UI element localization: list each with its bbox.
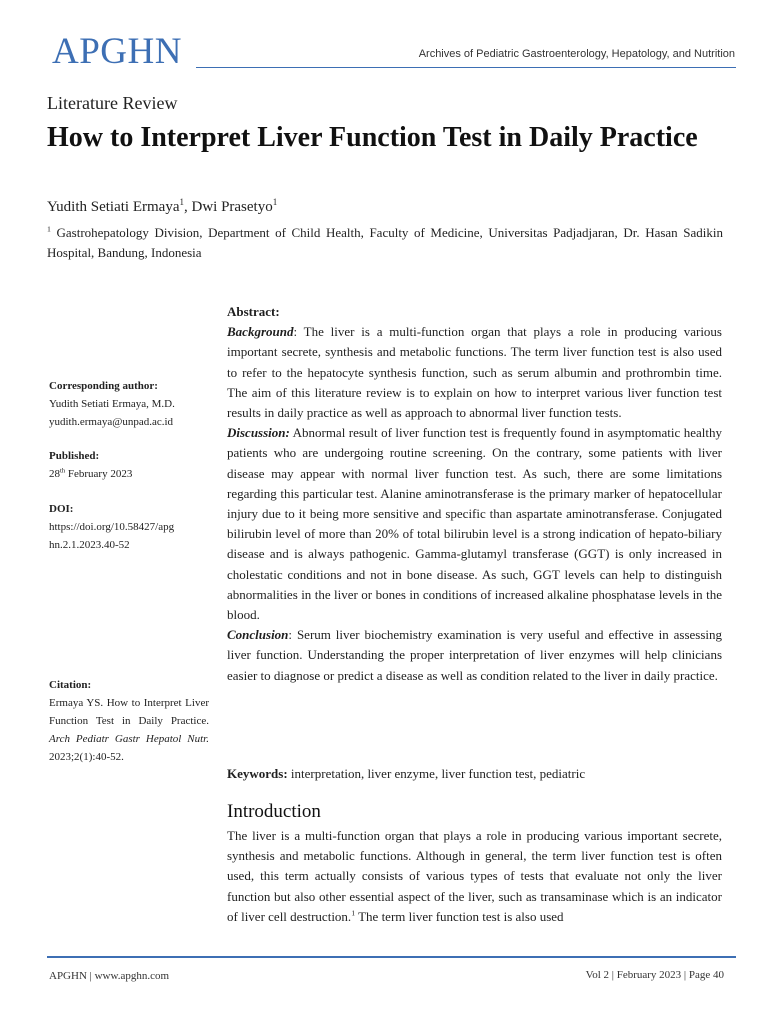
article-type: Literature Review — [47, 93, 178, 113]
abstract-conclusion — [227, 625, 722, 686]
background-text: : The liver is a multi-function organ that plays a role in producing various important secrete, synthesis and metabolic functions. The term liver function test is also used to refer to the hepatocyte synthesis function, such as serum albumin and prothrombin time. The aim of this literature review is to explain on how to interpret various liver function test results in daily practice as well as approach to abnormal liver function tests. — [227, 324, 722, 421]
header-divider — [196, 67, 736, 68]
published-date — [49, 465, 209, 483]
citation-block — [49, 676, 209, 766]
doi-link-line: https://doi.org/10.58427/apg — [49, 521, 175, 533]
citation-authors-title: Ermaya YS. How to Interpret Liver Function Test in Daily Practice. — [49, 697, 209, 727]
abstract-background — [227, 322, 722, 423]
author-separator: , — [183, 199, 192, 215]
citation-volume: 2023;2(1):40-52. — [49, 751, 124, 763]
introduction-text-tail: The term liver function test is also used — [355, 908, 564, 924]
citation-journal: Arch Pediatr Gastr Hepatol Nutr. — [49, 733, 209, 745]
introduction-text: The liver is a multi-function organ that plays a role in producing various important secrete, synthesis and metabolic functions. Although in general, the term liver function test is often used, this term actually consists of various types of tests that evaluate not only the liver function but also other essential aspect of the liver, such as transaminase which is an indicator of liver cell destruction. — [227, 828, 722, 924]
journal-logo: APGHN — [52, 31, 182, 72]
author-list — [47, 199, 277, 216]
abstract-discussion — [227, 423, 722, 625]
background-label: Background — [227, 324, 294, 340]
author-affiliation-marker: 1 — [179, 197, 184, 207]
published-day: 28 — [49, 468, 60, 480]
author-affiliation-marker: 1 — [272, 197, 278, 207]
corresponding-author-label: Corresponding author: — [49, 380, 158, 392]
keywords — [227, 764, 722, 784]
reference-marker: 1 — [351, 908, 356, 918]
doi-label: DOI: — [49, 503, 74, 515]
affiliation-text: Gastrohepatology Division, Department of Child Health, Faculty of Medicine, Universitas Padjadjaran, Dr. Hasan Sadikin Hospital, Bandung, Indonesia — [47, 225, 723, 260]
author-name: Yudith Setiati Ermaya — [47, 199, 180, 215]
affiliation-marker: 1 — [47, 224, 51, 234]
doi-link[interactable] — [49, 518, 209, 554]
conclusion-text: : Serum liver biochemistry examination is very useful and effective in assessing liver function. Understanding the proper interpretation of liver enzymes will help clinicians easier to diagnose or predict a disease as well as condition related to the liver in daily practice. — [227, 627, 722, 683]
published-ordinal: th — [60, 467, 66, 475]
discussion-label: Discussion: — [227, 425, 290, 441]
footer-page-info: Vol 2 | February 2023 | Page 40 — [585, 969, 724, 981]
journal-name: Archives of Pediatric Gastroenterology, Hepatology, and Nutrition — [418, 48, 735, 60]
citation-text — [49, 694, 209, 766]
published-month-year: February 2023 — [65, 468, 133, 480]
doi-block — [49, 500, 209, 554]
citation-label: Citation: — [49, 679, 92, 691]
footer-divider — [47, 956, 736, 958]
introduction-paragraph — [227, 826, 722, 927]
affiliation — [47, 223, 723, 263]
doi-link-line: hn.2.1.2023.40-52 — [49, 539, 130, 551]
article-title: How to Interpret Liver Function Test in Daily Practice — [47, 122, 698, 153]
abstract-heading: Abstract: — [227, 304, 280, 319]
footer-journal-site: APGHN | www.apghn.com — [49, 970, 170, 982]
corresponding-author-email[interactable]: yudith.ermaya@unpad.ac.id — [49, 416, 174, 428]
keywords-label: Keywords: — [227, 766, 288, 781]
section-heading-introduction: Introduction — [227, 801, 321, 822]
author-name: Dwi Prasetyo — [191, 199, 273, 215]
keywords-text: interpretation, liver enzyme, liver function test, pediatric — [287, 766, 586, 781]
abstract — [227, 302, 722, 686]
discussion-text: Abnormal result of liver function test is frequently found in asymptomatic healthy patients who are undergoing routine screening. On the contrary, some patients with liver disease may appear with normal liver function test. As such, there are some limitations regarding this particular test. Alanine aminotransferase is the primary marker of hepatocellular injury due to it being more sensitive and specific than aspartate aminotransferase. Conjugated bilirubin level of more than 20% of total bilirubin level is a strong indication of hepato-biliary disease and is always pathogenic. Gamma-glutamyl transferase (GGT) is only increased in cholestatic conditions and not in bone disease. As such, GGT levels can help to distinguish abnormalities in the liver or bones in conditions of increased alkaline phosphatase levels in the blood. — [227, 425, 722, 623]
published-block — [49, 447, 209, 483]
published-label: Published: — [49, 450, 100, 462]
corresponding-author-name: Yudith Setiati Ermaya, M.D. — [49, 398, 175, 410]
corresponding-author-block — [49, 377, 209, 431]
conclusion-label: Conclusion — [227, 627, 289, 643]
